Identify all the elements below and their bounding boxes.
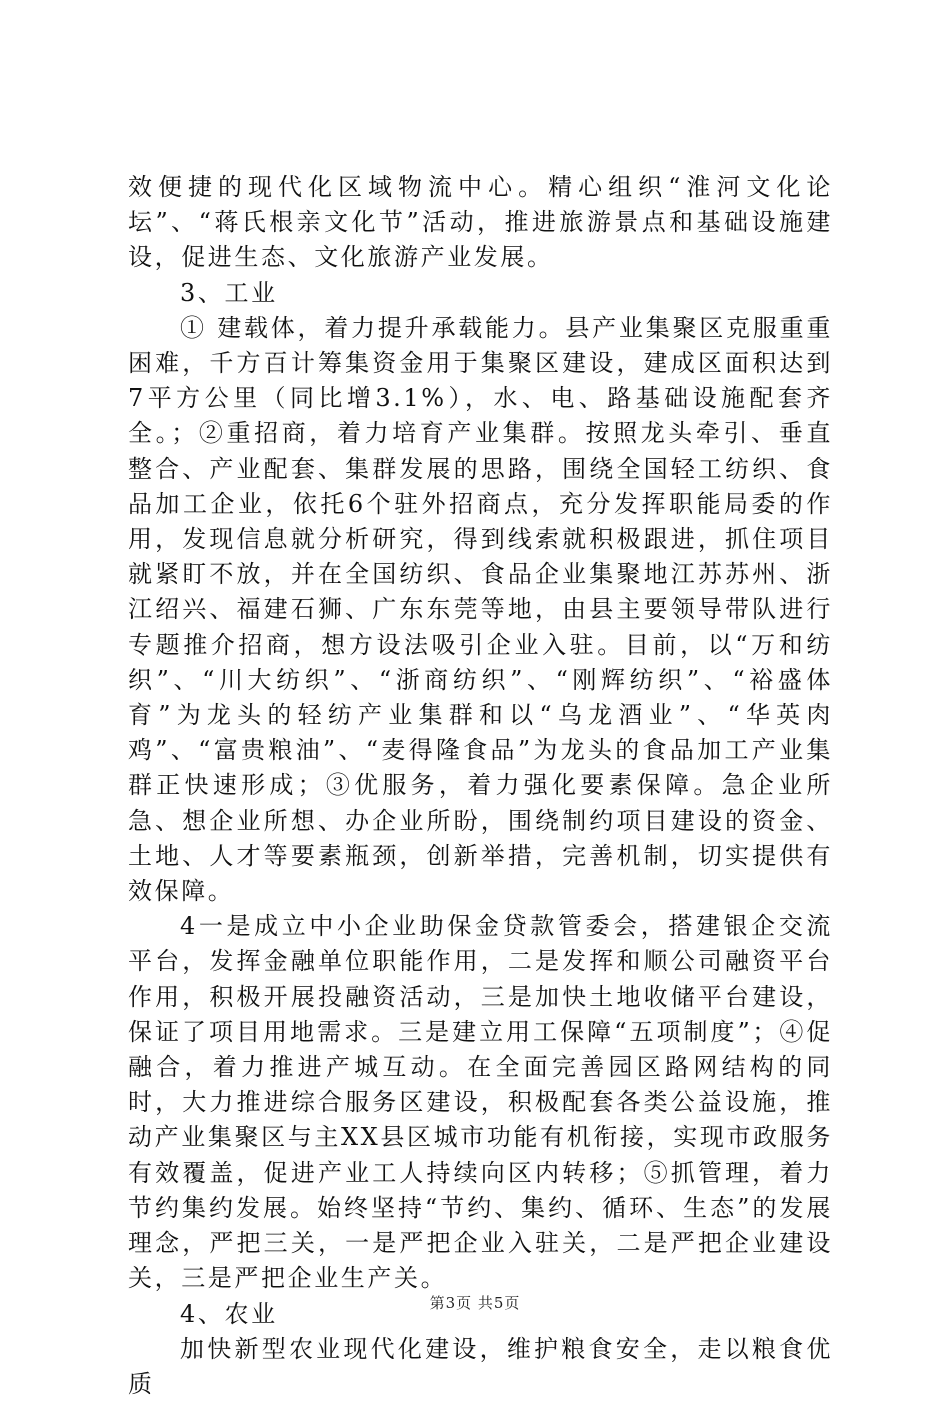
section-heading-industry: 3、工业 <box>180 278 278 307</box>
paragraph-financing-integration: 4一是成立中小企业助保金贷款管委会，搭建银企交流平台，发挥金融单位职能作用，二是发挥和顺公司融资平台作用，积极开展投融资活动，三是加快土地收储平台建设，保证了项目用地需求。三是建立用工保障“五项制度”；④促融合，着力推进产城互动。在全面完善园区路网结构的同时，大力推进综合服务区建设，积极配套各类公益设施，推动产业集聚区与主XX县区城市功能有机衔接，实现市政服务有效覆盖，促进产业工人持续向区内转移；⑤抓管理，着力节约集约发展。始终坚持“节约、集约、循环、生态”的发展理念，严把三关，一是严把企业入驻关，二是严把企业建设关，三是严把企业生产关。 <box>128 912 833 1293</box>
page-number-footer: 第3页 共5页 <box>429 1294 521 1312</box>
document-body <box>128 170 833 1402</box>
paragraph-logistics-tourism: 效便捷的现代化区域物流中心。精心组织“淮河文化论坛”、“蒋氏根亲文化节”活动，推进旅游景点和基础设施建设，促进生态、文化旅游产业发展。 <box>128 173 833 272</box>
paragraph-industry-measures: ① 建载体，着力提升承载能力。县产业集聚区克服重重困难，千方百计筹集资金用于集聚区建设，建成区面积达到7平方公里（同比增3.1%），水、电、路基础设施配套齐全。；②重招商，着力培育产业集群。按照龙头牵引、垂直整合、产业配套、集群发展的思路，围绕全国轻工纺织、食品加工企业，依托6个驻外招商点，充分发挥职能局委的作用，发现信息就分析研究，得到线索就积极跟进，抓住项目就紧盯不放，并在全国纺织、食品企业集聚地江苏苏州、浙江绍兴、福建石狮、广东东莞等地，由县主要领导带队进行专题推介招商，想方设法吸引企业入驻。目前，以“万和纺织”、“川大纺织”、“浙商纺织”、“刚辉纺织”、“裕盛体育”为龙头的轻纺产业集群和以“乌龙酒业”、“华英肉鸡”、“富贵粮油”、“麦得隆食品”为龙头的食品加工产业集群正快速形成；③优服务，着力强化要素保障。急企业所急、想企业所想、办企业所盼，围绕制约项目建设的资金、土地、人才等要素瓶颈，创新举措，完善机制，切实提供有效保障。 <box>128 313 833 906</box>
paragraph-agriculture-intro: 加快新型农业现代化建设，维护粮食安全，走以粮食优质 <box>128 1334 833 1398</box>
section-heading-agriculture: 4、农业 <box>180 1299 278 1328</box>
